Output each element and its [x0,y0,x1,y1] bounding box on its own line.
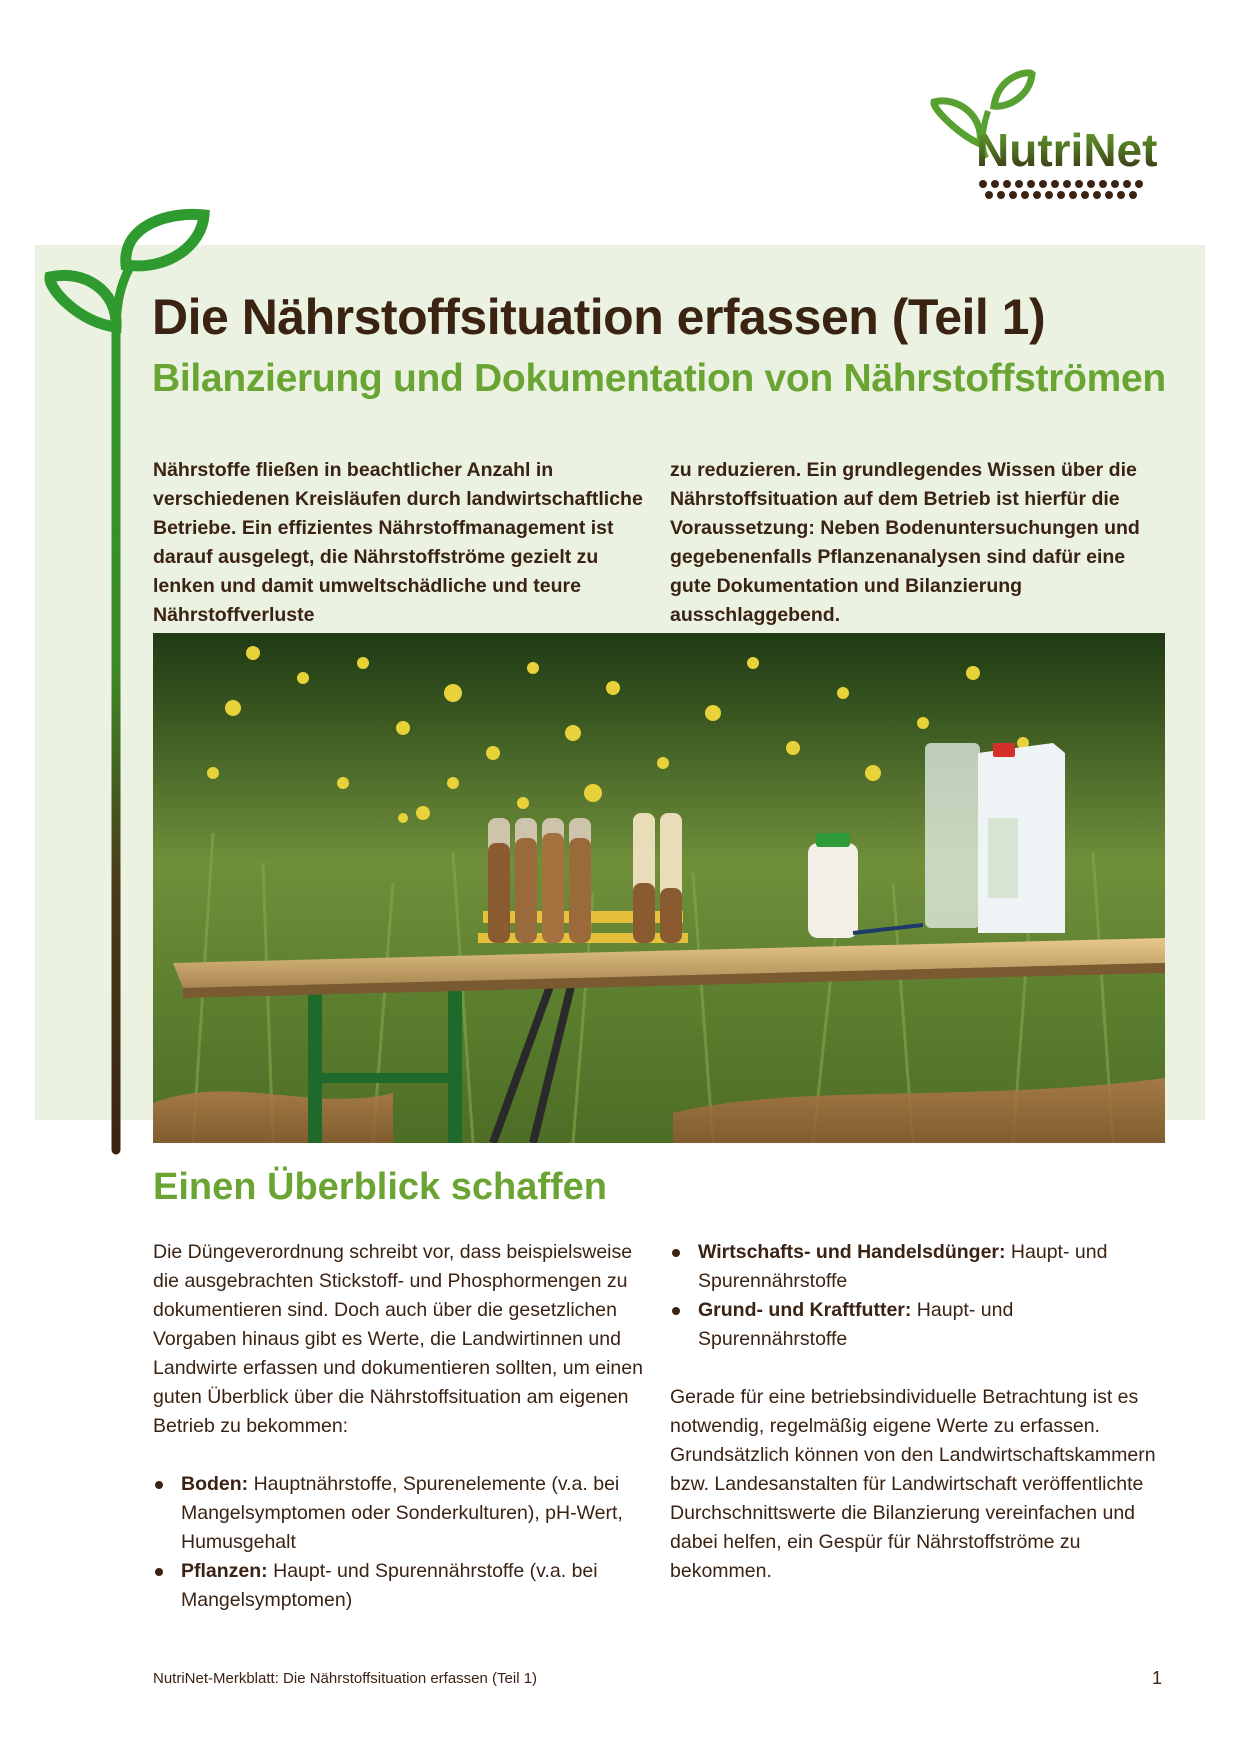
page-number: 1 [1152,1668,1163,1688]
footer-text: NutriNet-Merkblatt: Die Nährstoffsituation erfassen (Teil 1) [153,1670,538,1687]
list-item [153,1557,643,1615]
bullet-term: Pflanzen: [181,1560,268,1582]
logo-wordmark: NutriNet [976,124,1158,176]
intro-text-right: zu reduzieren. Ein grundlegendes Wissen über die Nährstoffsituation auf dem Betrieb ist hierfür die Voraussetzung: Neben Bodenuntersuchungen und gegebenenfalls Pflanzenanalysen sind dafür eine gute Dokumentation und Bilanzierung ausschlaggebend. [670,459,1140,626]
field-sample-photo [153,633,1165,1143]
bullet-list-right [670,1238,1165,1354]
bullet-term: Boden: [181,1473,249,1495]
bullet-icon [155,1481,163,1489]
nutrinet-logo-graphic [928,66,1168,206]
bullet-text: Haupt- und Spurennährstoffe [698,1241,1108,1292]
list-item [670,1296,1165,1354]
intro-text-left: Nährstoffe fließen in beachtlicher Anzahl in verschiedenen Kreisläufen durch landwirtschaftliche Betriebe. Ein effizientes Nährstoffmanagement ist darauf ausgelegt, die Nährstoffströme gezielt zu lenken und damit umweltschädliche und teure Nährstoffverluste [153,459,643,626]
bullet-term: Wirtschafts- und Handelsdünger: [698,1241,1006,1263]
list-item [153,1470,643,1557]
list-item [670,1238,1165,1296]
bullet-icon [672,1249,680,1257]
page-subtitle: Bilanzierung und Dokumentation von Nährstoffströmen [152,357,1166,400]
section-paragraph-2: Gerade für eine betriebsindividuelle Betrachtung ist es notwendig, regelmäßig eigene Werte zu erfassen. Grundsätzlich können von den Landwirtschaftskammern bzw. Landesanstalten für Landwirtschaft veröffentlichte Durchschnittswerte die Bilanzierung vereinfachen und dabei helfen, ein Gespür für Nährstoffströme zu bekommen. [670,1386,1156,1582]
page-title: Die Nährstoffsituation erfassen (Teil 1) [152,289,1046,345]
bullet-term: Grund- und Kraftfutter: [698,1299,912,1321]
bullet-list-left [153,1470,643,1615]
bullet-text: Hauptnährstoffe, Spurenelemente (v.a. bei Mangelsymptomen oder Sonderkulturen), pH-Wert, Humusgehalt [181,1473,623,1553]
bullet-icon [672,1307,680,1315]
section-paragraph-1: Die Düngeverordnung schreibt vor, dass beispielsweise die ausgebrachten Stickstoff- und Phosphormengen zu dokumentieren sind. Doch auch über die gesetzlichen Vorgaben hinaus gibt es Werte, die Landwirtinnen und Landwirte erfassen und dokumentieren sollten, um einen guten Überblick über die Nährstoffsituation am eigenen Betrieb zu bekommen: [153,1241,643,1437]
bullet-icon [155,1568,163,1576]
section-heading: Einen Überblick schaffen [153,1166,608,1208]
nutrinet-logo [928,66,1168,206]
bullet-text: Haupt- und Spurennährstoffe (v.a. bei Mangelsymptomen) [181,1560,598,1611]
bullet-text: Haupt- und Spurennährstoffe [698,1299,1014,1350]
